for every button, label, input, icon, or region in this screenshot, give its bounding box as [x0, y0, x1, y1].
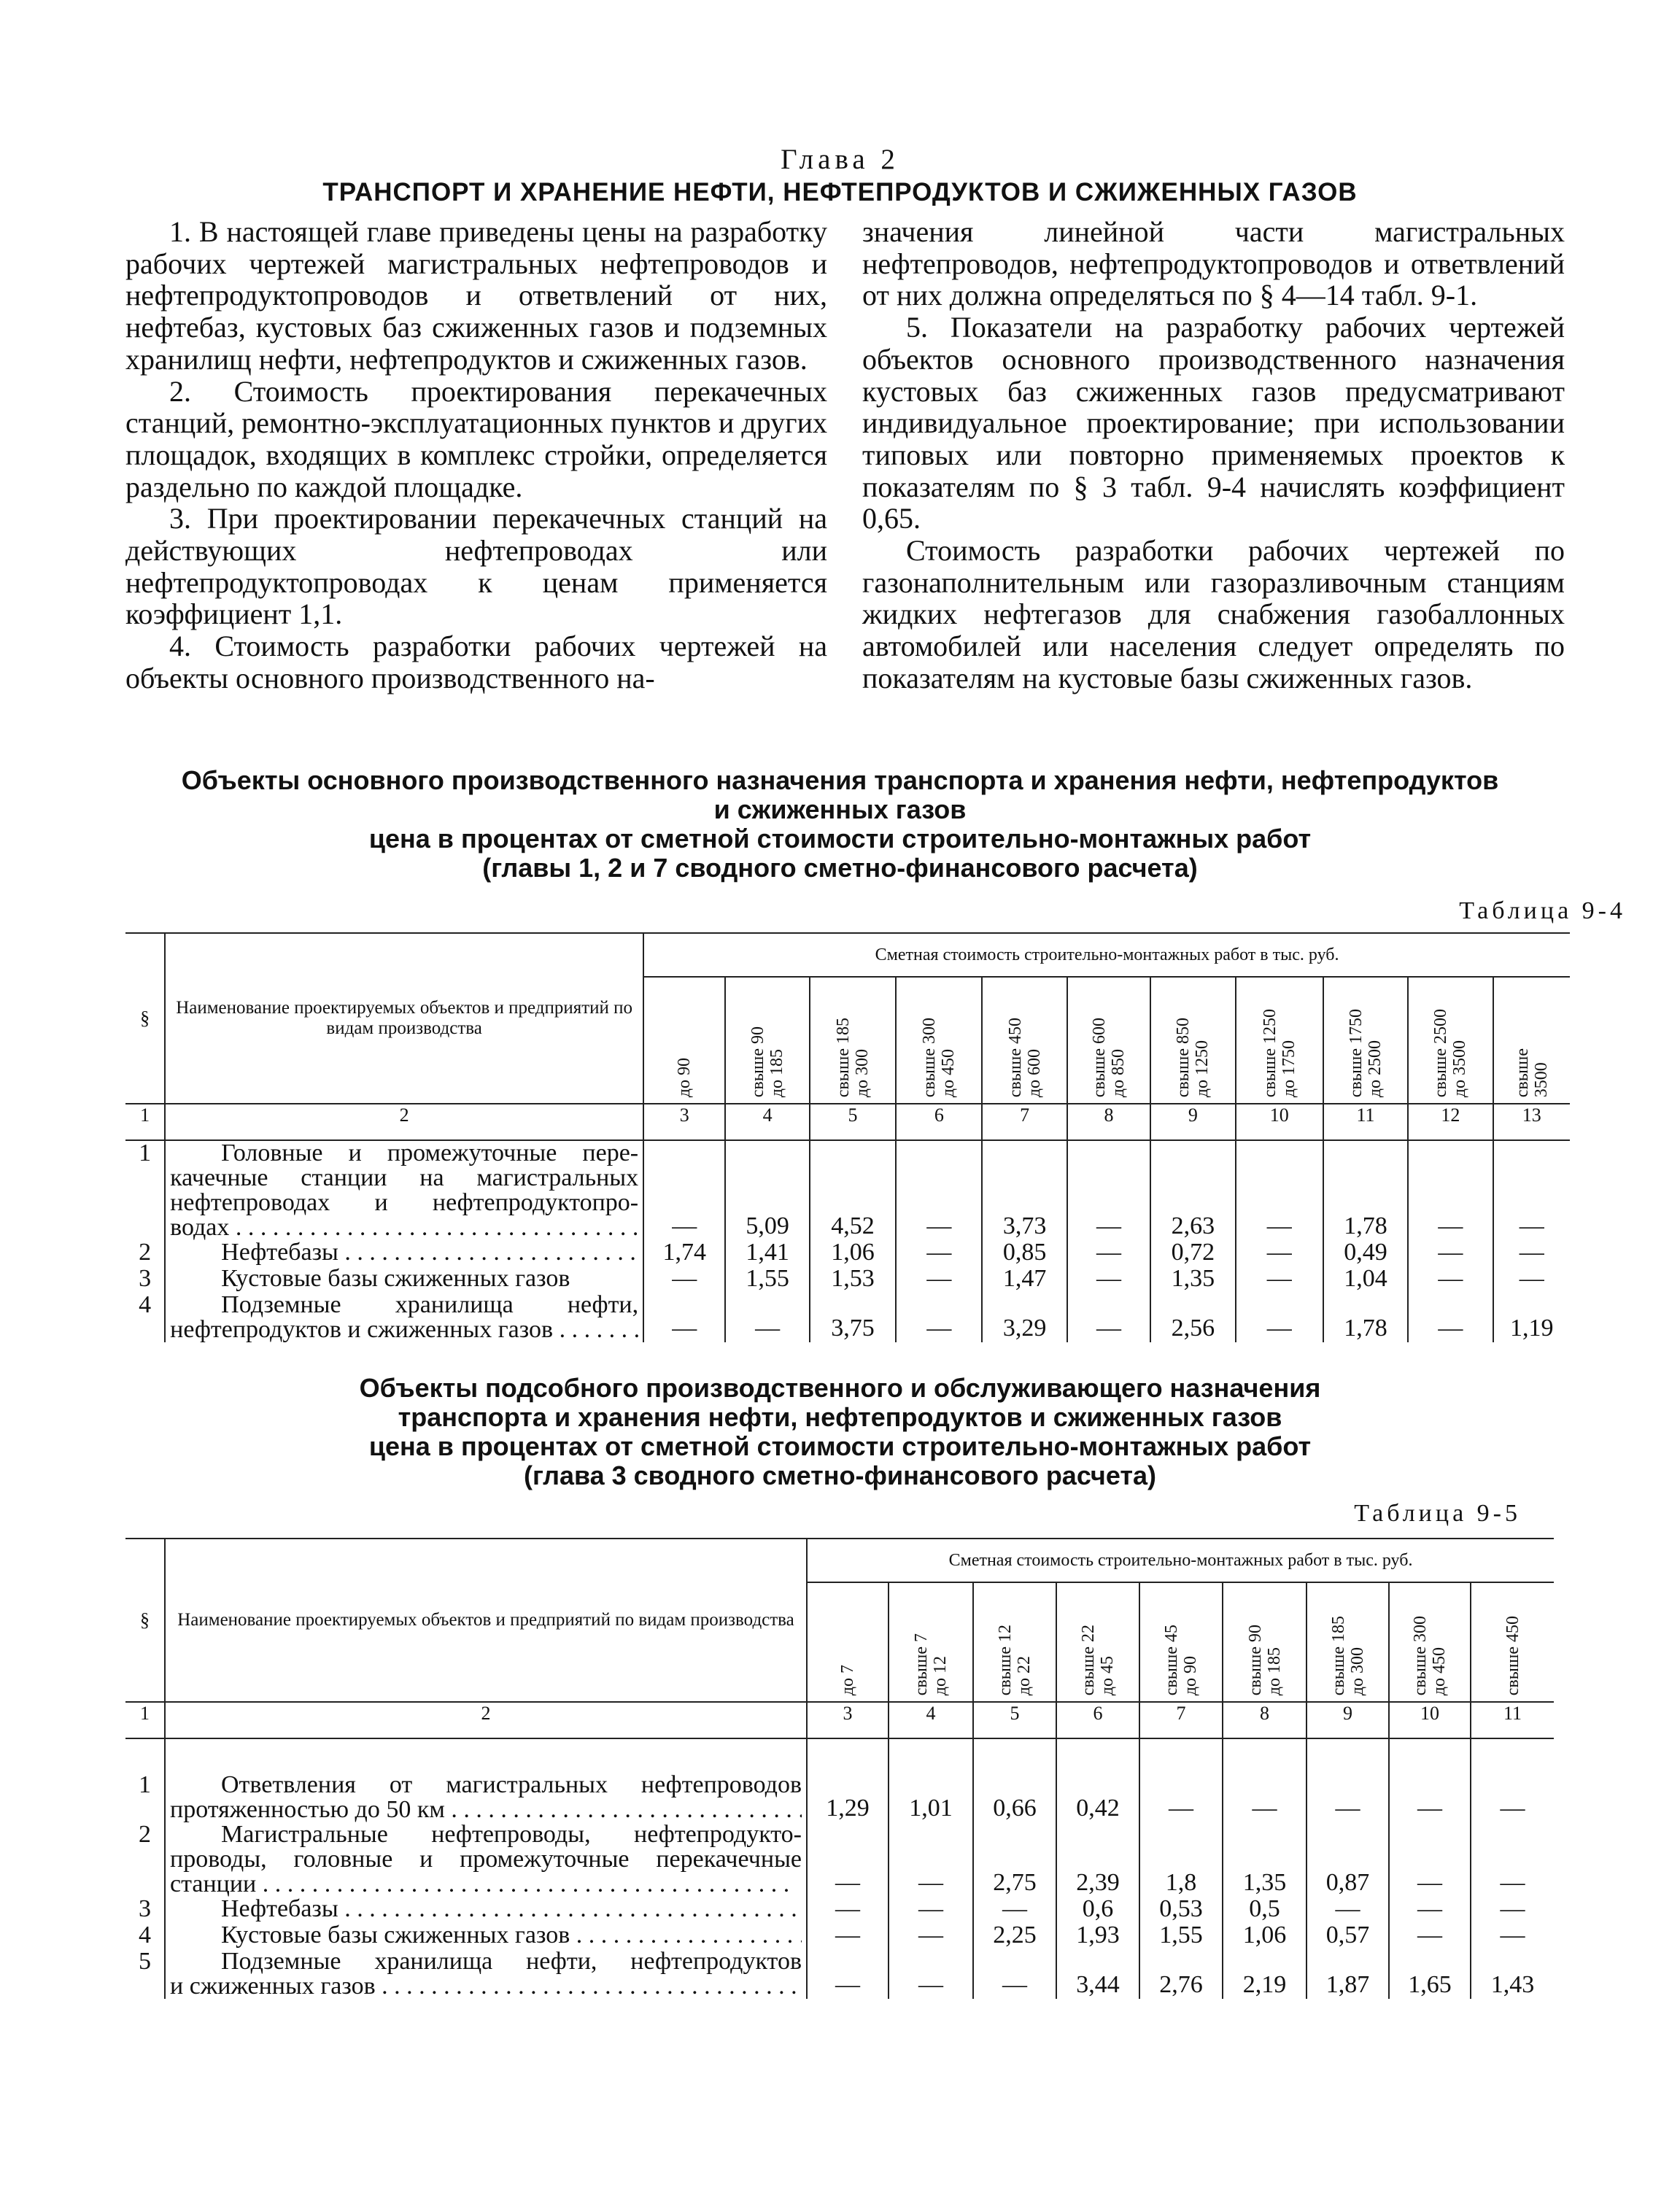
row-name: Кустовые базы сжиженных газов [221, 1265, 570, 1292]
paragraph-6: Стоимость разработки рабочих чертежей по газонаполнительным или газоразливочным станциям жидких нефтегазов для снабжения газобаллонных автомобилей или населения следует определять по показателям на кустовые базы сжиженных газов. [862, 534, 1565, 694]
column-number: 11 [1323, 1104, 1408, 1140]
range-header: свыше 1750 до 2500 [1323, 977, 1408, 1104]
cell-value: — [896, 1293, 982, 1342]
section-number: 1 [125, 1140, 165, 1240]
table-row [125, 1923, 1554, 1949]
cell-value: — [1236, 1240, 1323, 1266]
range-header: свыше 12 до 22 [973, 1582, 1056, 1702]
cell-value: 2,76 [1139, 1949, 1223, 1999]
cell-value: — [973, 1949, 1056, 1999]
cell-value: — [1067, 1293, 1150, 1342]
column-number: 12 [1408, 1104, 1493, 1140]
paragraph-4-continuation: значения линейной части магистральных нефтепроводов, нефтепродуктопроводов и ответвлений от них должна определяться по § 4—14 табл. 9-1. [862, 215, 1565, 312]
row-name: Магистральные нефтепроводы, нефтепродукто- проводы, головные и промежуточные перекачечные станции . . . [165, 1822, 807, 1897]
paragraph-5: 5. Показатели на разработку рабочих чертежей объектов основного производственного назначения кустовых баз сжиженных газов предусматривают индивидуальное проектирование; при использовании типовых или повторно применяемых проектов к показателям по § 3 табл. 9-4 начислять коэффициент 0,65. [862, 311, 1565, 535]
column-number-row [125, 1104, 1570, 1140]
table-row [125, 1266, 1570, 1293]
range-header: свыше 90 до 185 [725, 977, 809, 1104]
section-number: 3 [125, 1266, 165, 1293]
cell-value: — [1408, 1293, 1493, 1342]
section-header: § [125, 933, 165, 1104]
column-number-row [125, 1702, 1554, 1738]
column-number: 3 [807, 1702, 889, 1738]
column-number: 9 [1150, 1104, 1235, 1140]
section-number: 2 [125, 1822, 165, 1897]
cell-value: 3,75 [810, 1293, 896, 1342]
cell-value: 1,47 [982, 1266, 1067, 1293]
column-number: 9 [1307, 1702, 1389, 1738]
column-number: 2 [165, 1702, 807, 1738]
cell-value: 0,66 [973, 1738, 1056, 1822]
column-number: 8 [1223, 1702, 1307, 1738]
cell-value: 0,57 [1307, 1923, 1389, 1949]
cell-value: — [1307, 1738, 1389, 1822]
cell-value: 0,85 [982, 1240, 1067, 1266]
section-number: 3 [125, 1897, 165, 1923]
row-name: Головные и промежуточные пере- качечные станции на магистральных нефтепроводах и нефтепродуктопро- водах . . . [165, 1140, 643, 1240]
cell-value: — [1471, 1897, 1554, 1923]
row-name: Кустовые базы сжиженных газов . . . [165, 1923, 807, 1949]
heading-line: цена в процентах от сметной стоимости строительно-монтажных работ [368, 824, 1312, 854]
cell-value: — [1471, 1738, 1554, 1822]
heading-line: (главы 1, 2 и 7 сводного сметно-финансового расчета) [482, 853, 1198, 883]
heading-line: цена в процентах от сметной стоимости строительно-монтажных работ [368, 1431, 1312, 1461]
cell-value: 1,55 [725, 1266, 809, 1293]
cell-value: — [1223, 1738, 1307, 1822]
cost-span-header: Сметная стоимость строительно-монтажных работ в тыс. руб. [807, 1539, 1554, 1582]
cell-value: 1,78 [1323, 1140, 1408, 1240]
cell-value: — [643, 1293, 725, 1342]
paragraph-2: 2. Стоимость проектирования перекачечных станций, ремонтно-эксплуатационных пунктов и других площадок, входящих в комплекс стройки, определяется раздельно по каждой площадке. [125, 374, 827, 503]
cell-value: — [1067, 1240, 1150, 1266]
cell-value: 2,56 [1150, 1293, 1235, 1342]
range-header: свыше 185 до 300 [1307, 1582, 1389, 1702]
cell-value: 0,49 [1323, 1240, 1408, 1266]
cell-value: 2,75 [973, 1822, 1056, 1897]
row-name: Подземные хранилища нефти, нефтепродуктов и сжиженных газов . . . [165, 1949, 807, 1999]
column-number: 8 [1067, 1104, 1150, 1140]
table-row [125, 1897, 1554, 1923]
cell-value: — [973, 1897, 1056, 1923]
heading-line: и сжиженных газов [713, 794, 967, 824]
cell-value: 1,29 [807, 1738, 889, 1822]
range-header: свыше 3500 [1493, 977, 1570, 1104]
cell-value: 1,55 [1139, 1923, 1223, 1949]
cell-value: — [889, 1822, 973, 1897]
column-number: 7 [1139, 1702, 1223, 1738]
cell-value: 1,06 [810, 1240, 896, 1266]
section-number: 4 [125, 1293, 165, 1342]
cell-value: — [1236, 1140, 1323, 1240]
cell-value: — [807, 1923, 889, 1949]
range-header: свыше 7 до 12 [889, 1582, 973, 1702]
cell-value: — [1236, 1293, 1323, 1342]
cell-value: — [1471, 1923, 1554, 1949]
heading-line: транспорта и хранения нефти, нефтепродуктов и сжиженных газов [398, 1402, 1282, 1432]
cell-value: 0,87 [1307, 1822, 1389, 1897]
column-number: 11 [1471, 1702, 1554, 1738]
column-number: 5 [973, 1702, 1056, 1738]
cost-span-header: Сметная стоимость строительно-монтажных работ в тыс. руб. [643, 933, 1570, 977]
cell-value: — [807, 1897, 889, 1923]
range-header: свыше 300 до 450 [1389, 1582, 1471, 1702]
column-number: 13 [1493, 1104, 1570, 1140]
cell-value: 1,43 [1471, 1949, 1554, 1999]
cell-value: 1,41 [725, 1240, 809, 1266]
column-number: 4 [889, 1702, 973, 1738]
cell-value: 0,6 [1056, 1897, 1139, 1923]
chapter-label: Глава 2 [781, 144, 899, 175]
cell-value: — [1408, 1240, 1493, 1266]
cell-value: — [1067, 1266, 1150, 1293]
cell-value: — [1389, 1822, 1471, 1897]
cell-value: — [1493, 1140, 1570, 1240]
paragraph-1: 1. В настоящей главе приведены цены на разработку рабочих чертежей магистральных нефтепроводов и нефтепродуктопроводов и ответвлений от них, нефтебаз, кустовых баз сжиженных газов и подземных хранилищ нефти, нефтепродуктов и сжиженных газов. [125, 215, 827, 376]
table-9-4-caption: Таблица 9-4 [1459, 897, 1626, 924]
cell-value: 3,29 [982, 1293, 1067, 1342]
range-header: свыше 45 до 90 [1139, 1582, 1223, 1702]
cell-value: 1,93 [1056, 1923, 1139, 1949]
cell-value: 1,06 [1223, 1923, 1307, 1949]
row-name: Нефтебазы . . . [165, 1240, 643, 1266]
cell-value: 2,63 [1150, 1140, 1235, 1240]
cell-value: — [1493, 1266, 1570, 1293]
range-header: свыше 1250 до 1750 [1236, 977, 1323, 1104]
table-row [125, 1293, 1570, 1342]
cell-value: 1,35 [1150, 1266, 1235, 1293]
cell-value: — [1389, 1897, 1471, 1923]
cell-value: — [1307, 1897, 1389, 1923]
table-9-5 [125, 1538, 1554, 1999]
column-number: 6 [896, 1104, 982, 1140]
cell-value: 1,19 [1493, 1293, 1570, 1342]
column-number: 5 [810, 1104, 896, 1140]
cell-value: 0,53 [1139, 1897, 1223, 1923]
section-header: § [125, 1539, 165, 1702]
cell-value: — [889, 1949, 973, 1999]
cell-value: 1,35 [1223, 1822, 1307, 1897]
range-header: свыше 850 до 1250 [1150, 977, 1235, 1104]
column-number: 2 [165, 1104, 643, 1140]
range-header: свыше 2500 до 3500 [1408, 977, 1493, 1104]
cell-value: — [889, 1923, 973, 1949]
range-header: до 7 [807, 1582, 889, 1702]
cell-value: — [1471, 1822, 1554, 1897]
cell-value: 2,19 [1223, 1949, 1307, 1999]
cell-value: — [643, 1266, 725, 1293]
table-row [125, 1738, 1554, 1822]
range-header: свыше 450 до 600 [982, 977, 1067, 1104]
column-number: 1 [125, 1104, 165, 1140]
cell-value: — [896, 1240, 982, 1266]
cell-value: 1,04 [1323, 1266, 1408, 1293]
cell-value: — [1408, 1266, 1493, 1293]
range-header: свыше 600 до 850 [1067, 977, 1150, 1104]
column-number: 3 [643, 1104, 725, 1140]
heading-line: Объекты подсобного производственного и обслуживающего назначения [359, 1373, 1321, 1403]
cell-value: 5,09 [725, 1140, 809, 1240]
table-9-5-heading [0, 1374, 1680, 1490]
table-row [125, 1822, 1554, 1897]
table-row [125, 1949, 1554, 1999]
cell-value: 2,39 [1056, 1822, 1139, 1897]
column-number: 4 [725, 1104, 809, 1140]
cell-value: — [1067, 1140, 1150, 1240]
chapter-title: ТРАНСПОРТ И ХРАНЕНИЕ НЕФТИ, НЕФТЕПРОДУКТОВ И СЖИЖЕННЫХ ГАЗОВ [322, 178, 1358, 206]
range-header: свыше 22 до 45 [1056, 1582, 1139, 1702]
table-9-4-heading [0, 766, 1680, 883]
cell-value: — [1236, 1266, 1323, 1293]
cell-value: — [807, 1822, 889, 1897]
column-number: 7 [982, 1104, 1067, 1140]
cell-value: 3,44 [1056, 1949, 1139, 1999]
heading-line: Объекты основного производственного назначения транспорта и хранения нефти, нефтепродуктов [181, 765, 1499, 795]
cell-value: — [1408, 1140, 1493, 1240]
paragraph-3: 3. При проектировании перекачечных станций на действующих нефтепроводах или нефтепродуктопроводах к ценам применяется коэффициент 1,1. [125, 502, 827, 631]
cell-value: — [643, 1140, 725, 1240]
range-header: свыше 450 [1471, 1582, 1554, 1702]
section-number: 4 [125, 1923, 165, 1949]
cell-value: — [1389, 1738, 1471, 1822]
column-number: 1 [125, 1702, 165, 1738]
row-name: Ответвления от магистральных нефтепроводов протяженностью до 50 км . . . [165, 1738, 807, 1822]
cell-value: 3,73 [982, 1140, 1067, 1240]
cell-value: — [1493, 1240, 1570, 1266]
cell-value: — [807, 1949, 889, 1999]
cell-value: 1,74 [643, 1240, 725, 1266]
table-row [125, 1140, 1570, 1240]
cell-value: 1,01 [889, 1738, 973, 1822]
name-header: Наименование проектируемых объектов и предприятий по видам производства [165, 1539, 807, 1702]
column-number: 6 [1056, 1702, 1139, 1738]
cell-value: 1,8 [1139, 1822, 1223, 1897]
section-number: 1 [125, 1738, 165, 1822]
section-number: 2 [125, 1240, 165, 1266]
heading-line: (глава 3 сводного сметно-финансового расчета) [523, 1460, 1157, 1490]
cell-value: — [1139, 1738, 1223, 1822]
cell-value: 4,52 [810, 1140, 896, 1240]
range-header: до 90 [643, 977, 725, 1104]
range-header: свыше 185 до 300 [810, 977, 896, 1104]
cell-value: 0,5 [1223, 1897, 1307, 1923]
cell-value: 1,78 [1323, 1293, 1408, 1342]
cell-value: 1,65 [1389, 1949, 1471, 1999]
cell-value: 2,25 [973, 1923, 1056, 1949]
column-number: 10 [1389, 1702, 1471, 1738]
cell-value: — [1389, 1923, 1471, 1949]
section-number: 5 [125, 1949, 165, 1999]
right-column [862, 216, 1565, 694]
cell-value: — [725, 1293, 809, 1342]
row-name: Нефтебазы . . . [165, 1897, 807, 1923]
column-number: 10 [1236, 1104, 1323, 1140]
cell-value: — [896, 1266, 982, 1293]
range-header: свыше 90 до 185 [1223, 1582, 1307, 1702]
cell-value: — [896, 1140, 982, 1240]
range-header: свыше 300 до 450 [896, 977, 982, 1104]
table-9-5-caption: Таблица 9-5 [1354, 1500, 1521, 1527]
cell-value: 1,87 [1307, 1949, 1389, 1999]
paragraph-4: 4. Стоимость разработки рабочих чертежей на объекты основного производственного на- [125, 630, 827, 694]
cell-value: 0,72 [1150, 1240, 1235, 1266]
row-name: Подземные хранилища нефти, нефтепродуктов и сжиженных газов . . . [165, 1293, 643, 1342]
name-header: Наименование проектируемых объектов и предприятий по видам производства [165, 933, 643, 1104]
cell-value: 1,53 [810, 1266, 896, 1293]
left-column [125, 216, 827, 694]
table-9-4 [125, 932, 1570, 1342]
cell-value: 0,42 [1056, 1738, 1139, 1822]
table-row [125, 1240, 1570, 1266]
cell-value: — [889, 1897, 973, 1923]
